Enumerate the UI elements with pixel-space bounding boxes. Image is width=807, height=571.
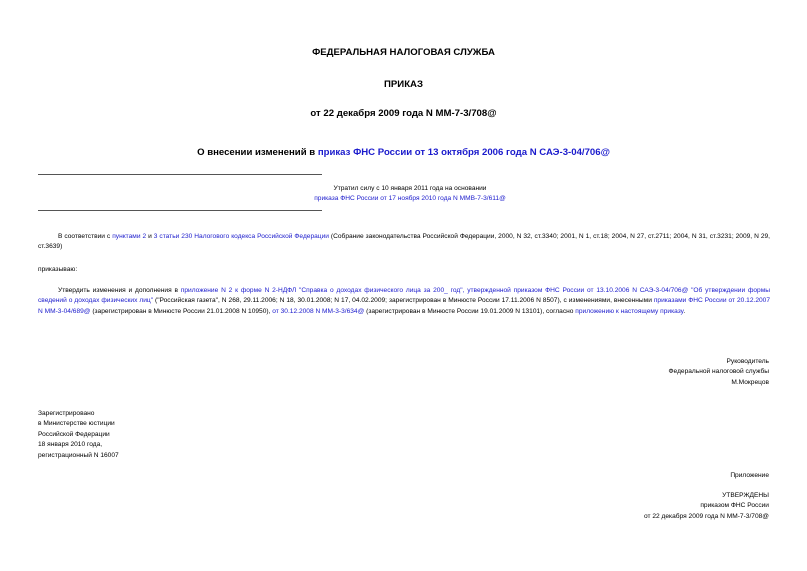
preamble-link-points[interactable]: пунктами 2 <box>112 233 147 240</box>
registration-line: Зарегистрировано <box>38 410 95 417</box>
doc-date-number: от 22 декабря 2009 года N ММ-7-3/708@ <box>310 108 497 119</box>
preamble-link-tax-code[interactable]: 3 статьи 230 Налогового кодекса Российской Федерации <box>153 233 329 240</box>
appendix-label: Приложение <box>730 472 769 479</box>
order-word: приказываю: <box>38 266 78 273</box>
notice-block <box>38 184 782 205</box>
notice-top-rule <box>38 174 322 175</box>
preamble-paragraph <box>38 232 770 253</box>
agency-title: ФЕДЕРАЛЬНАЯ НАЛОГОВАЯ СЛУЖБА <box>312 47 495 58</box>
signature-name: М.Мокрецов <box>731 378 769 386</box>
doc-type-title: ПРИКАЗ <box>384 79 423 90</box>
appendix-order-ref: от 22 декабря 2009 года N ММ-7-3/708@ <box>644 512 769 520</box>
preamble-text: и <box>146 233 154 240</box>
notice-link[interactable]: приказа ФНС России от 17 ноября 2010 года N ММВ-7-3/611@ <box>314 195 506 203</box>
order-text: . <box>683 307 686 315</box>
preamble-text: В соответствии с <box>58 233 113 240</box>
subject-prefix: О внесении изменений в <box>197 147 318 158</box>
order-link-appendix[interactable]: приложение N 2 к форме N 2-НДФЛ "Справка о доходах физического лица за 200_ год", утвержденной приказом ФНС России от 13.10.2006 N САЭ-3-04/706@ "Об утверждении формы сведений о доходах физических лиц" <box>38 287 770 305</box>
doc-subject <box>0 147 807 158</box>
registration-block <box>38 409 119 461</box>
appendix-approved: УТВЕРЖДЕНЫ <box>722 492 769 499</box>
preamble-text: (Собрание законодательства Российской Федерации, 2000, N 32, ст.3340; 2001, N 1, ст.18; 2004, N 27, ст.2711; 2004, N 31, ст.3231; 2009, N 29, ст.3639) <box>38 233 771 251</box>
registration-line: регистрационный N 16007 <box>38 451 119 459</box>
registration-line: 18 января 2010 года, <box>38 441 103 449</box>
order-link-2008[interactable]: от 30.12.2008 N ММ-3-3/634@ <box>272 307 365 315</box>
subject-link[interactable]: приказ ФНС России от 13 октября 2006 года N САЭ-3-04/706@ <box>317 147 610 158</box>
order-paragraph <box>38 286 770 317</box>
signature-position: Руководитель <box>726 358 769 365</box>
registration-line: в Министерстве юстиции <box>38 420 115 428</box>
signature-agency: Федеральной налоговой службы <box>668 368 769 376</box>
order-link-2007[interactable]: приказами ФНС России от 20.12.2007 N ММ-3-04/689@ <box>38 297 770 315</box>
order-text: (зарегистрирован в Минюсте России 21.01.2008 N 10950), <box>90 307 273 315</box>
registration-line: Российской Федерации <box>38 430 110 438</box>
notice-bottom-rule <box>38 210 322 211</box>
order-text: Утвердить изменения и дополнения в <box>58 287 181 294</box>
signature-block <box>669 357 769 388</box>
appendix-approval-block <box>644 491 769 522</box>
order-link-annex[interactable]: приложению к настоящему приказу <box>575 307 684 315</box>
appendix-by-order: приказом ФНС России <box>700 502 769 510</box>
notice-line: Утратил силу с 10 января 2011 года на основании <box>333 185 487 192</box>
order-text: (зарегистрирован в Минюсте России 19.01.2009 N 13101), согласно <box>364 307 576 315</box>
order-text: ("Российская газета", N 268, 29.11.2006; N 18, 30.01.2008; N 17, 04.02.2009; зарегистрирован в Минюсте России 17.11.2006 N 8507), с изменениями, внесенными <box>153 297 654 305</box>
